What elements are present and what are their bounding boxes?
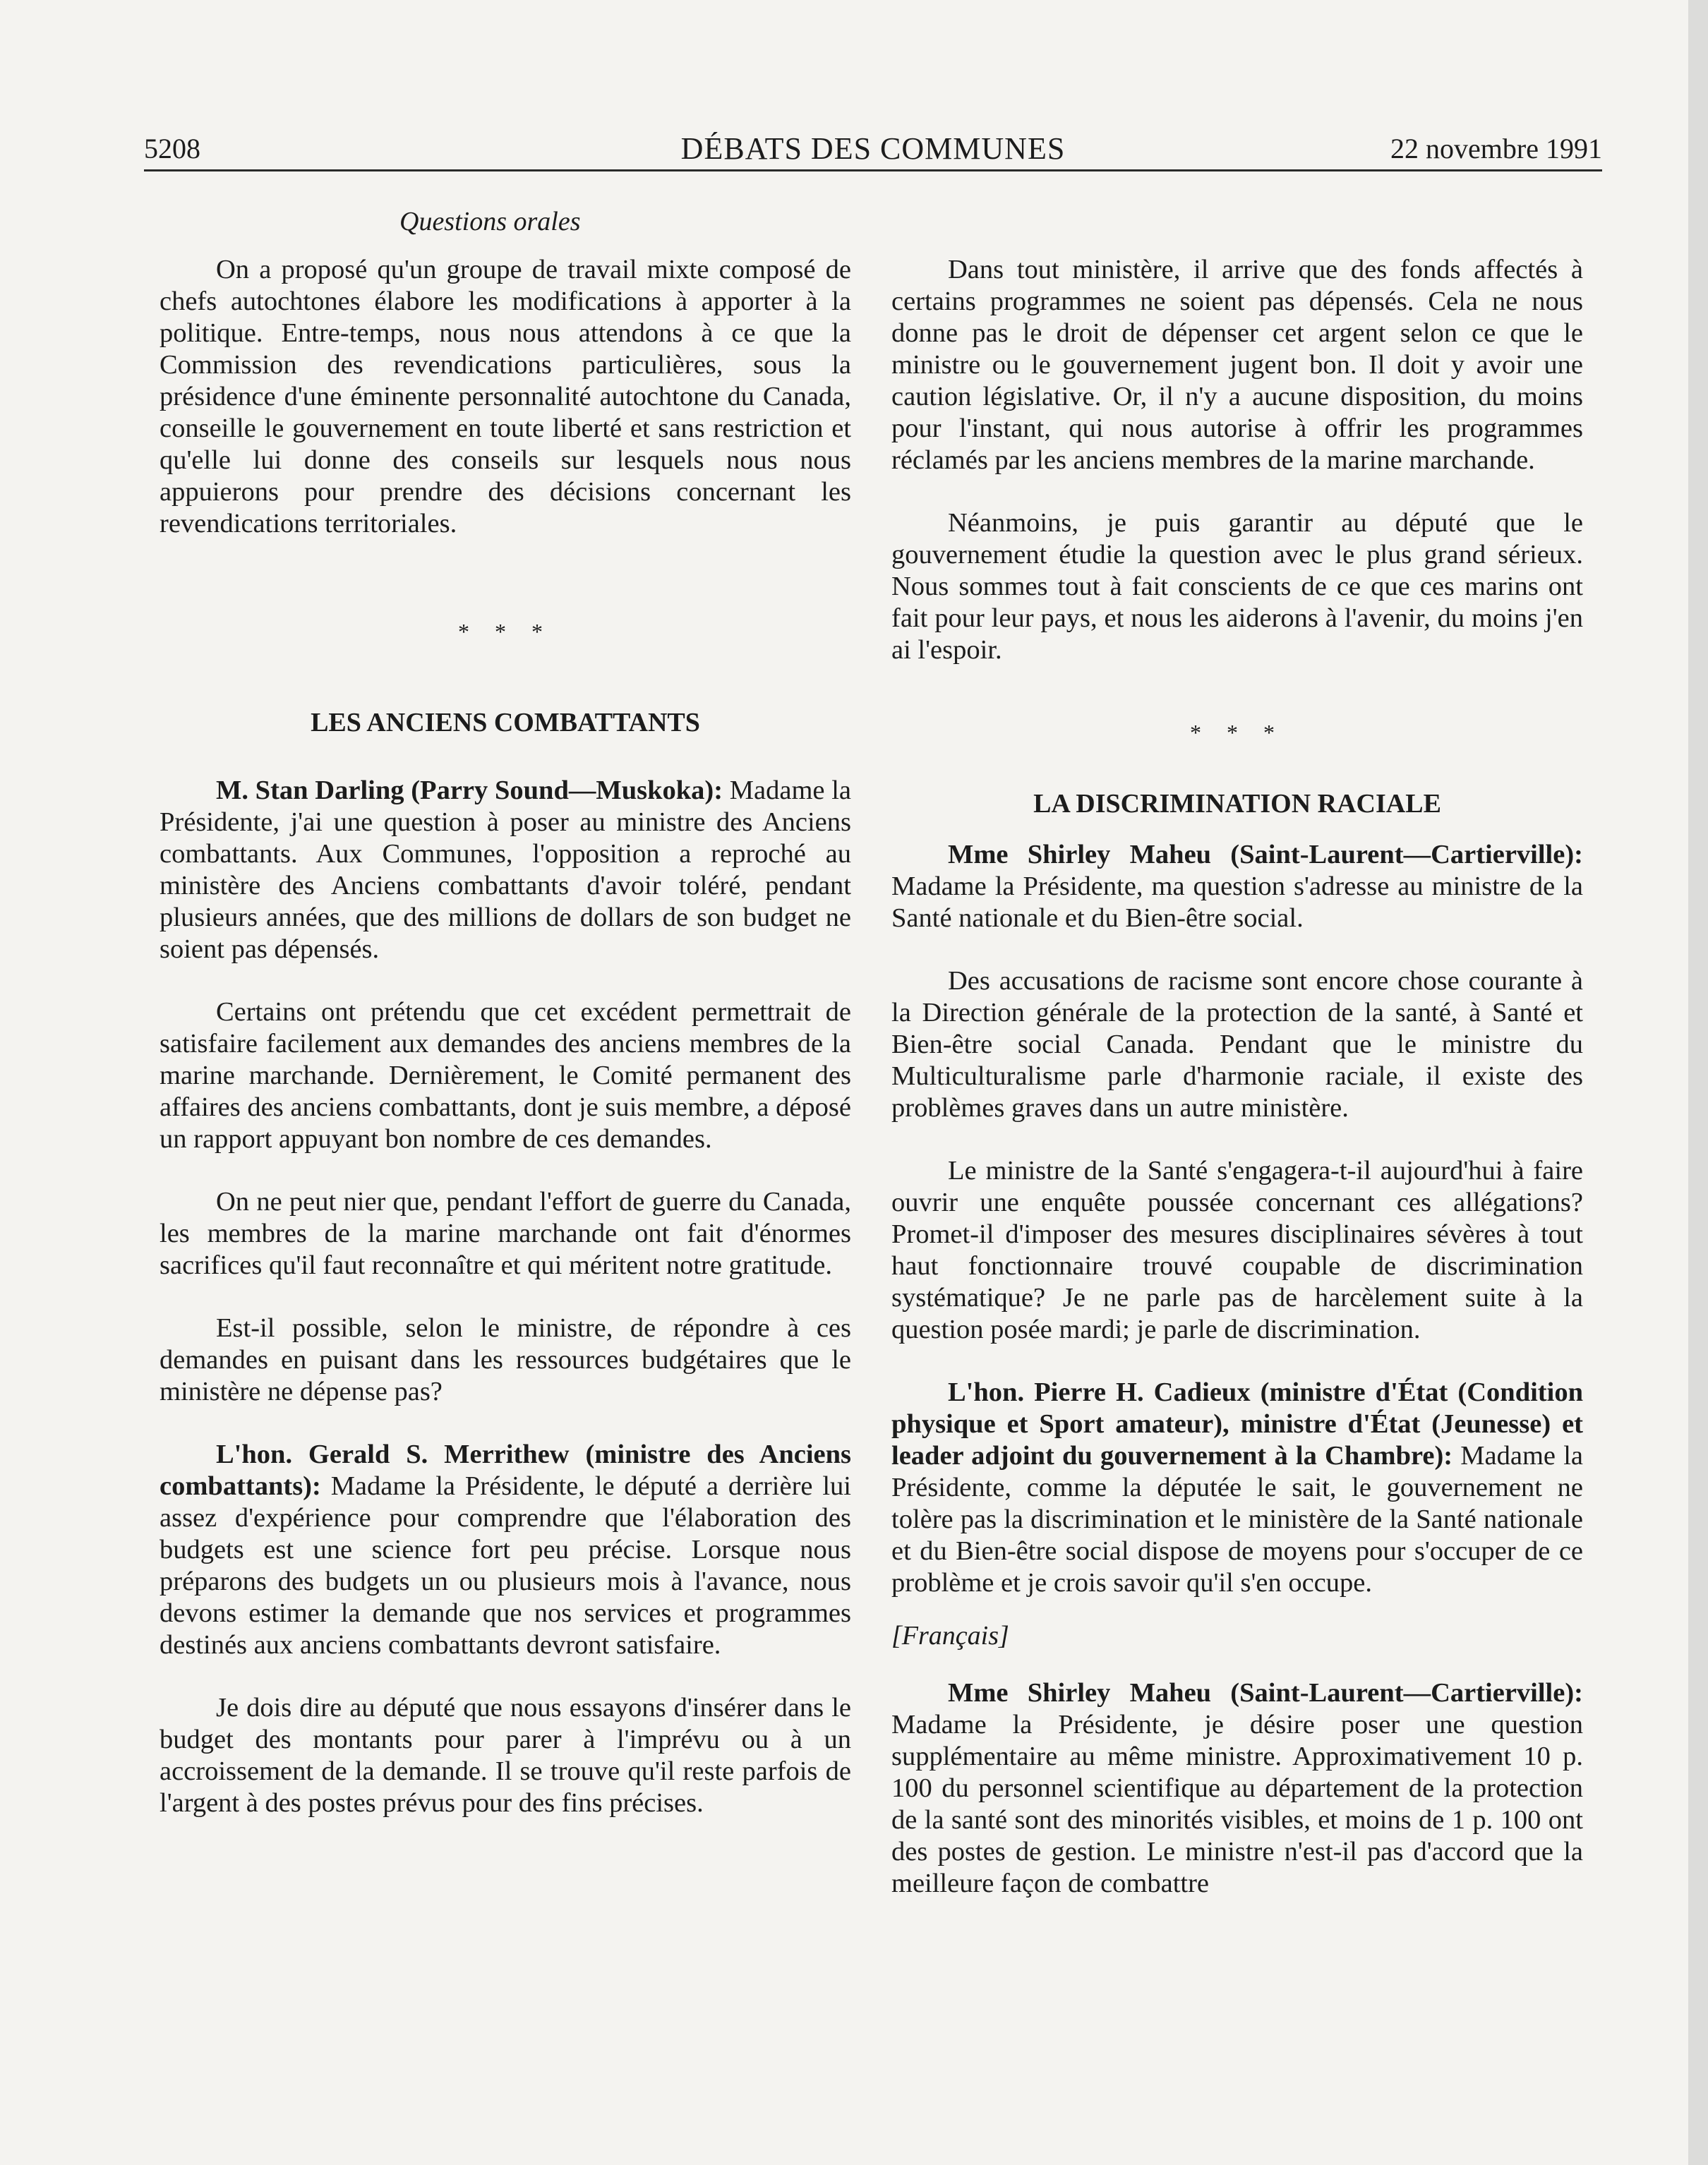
page-date: 22 novembre 1991 <box>1390 133 1602 164</box>
paragraph <box>160 775 851 965</box>
publication-title: DÉBATS DES COMMUNES <box>680 131 1066 166</box>
page-edge <box>1688 0 1708 2165</box>
section-heading: LA DISCRIMINATION RACIALE <box>1033 789 1441 819</box>
left-column <box>160 254 851 1819</box>
page-number: 5208 <box>144 133 200 164</box>
paragraph: Je dois dire au député que nous essayons d'insérer dans le budget des montants pour parer à l'imprévu ou à un accroissement de la demande. Il se trouve qu'il reste parfois de l'argent à des postes prévus pour des fins précises. <box>160 1693 851 1818</box>
section-separator: * * * <box>458 619 553 644</box>
paragraph: Certains ont prétendu que cet excédent permettrait de satisfaire facilement aux demandes des anciens membres de la marine marchande. Dernièrement, le Comité permanent des affaires des anciens combattants, dont je suis membre, a déposé un rapport appuyant bon nombre de ces demandes. <box>160 997 851 1154</box>
paragraph <box>891 839 1583 934</box>
paragraph: On ne peut nier que, pendant l'effort de guerre du Canada, les membres de la marine marchande ont fait d'énormes sacrifices qu'il faut reconnaître et qui méritent notre gratitude. <box>160 1187 851 1280</box>
speech-text: Madame la Présidente, j'ai une question à poser au ministre des Anciens combattants. Aux Communes, l'opposition a reproché au ministère des Anciens combattants d'avoir toléré, pendant plusieurs années, que des millions de dollars de son budget ne soient pas dépensés. <box>160 776 851 964</box>
speaker-name: L'hon. Pierre H. Cadieux (ministre d'État (Condition physique et Sport amateur), ministre d'État (Jeunesse) et leader adjoint du gouvernement à la Chambre): <box>891 1377 1583 1471</box>
speaker-name: Mme Shirley Maheu (Saint-Laurent—Cartierville): <box>948 1678 1583 1708</box>
paragraph: Est-il possible, selon le ministre, de répondre à ces demandes en puisant dans les ressources budgétaires que le ministère ne dépense pas? <box>160 1313 851 1406</box>
section-label: Questions orales <box>399 207 581 236</box>
section-heading: LES ANCIENS COMBATTANTS <box>311 708 700 737</box>
speech-text: Madame la Présidente, je désire poser une question supplémentaire au même ministre. Approximativement 10 p. 100 du personnel scientifique au département de la protection de la santé sont des minorités visibles, et moins de 1 p. 100 ont des postes de gestion. Le ministre n'est-il pas d'accord que la meilleure façon de combattre <box>891 1710 1583 1898</box>
speaker-name: Mme Shirley Maheu (Saint-Laurent—Cartierville): <box>948 840 1583 869</box>
speech-text: Madame la Présidente, comme la députée le sait, le gouvernement ne tolère pas la discrimination et le ministère de la Santé nationale et du Bien-être social dispose de moyens pour s'occuper de ce problème et je crois savoir qu'il s'en occupe. <box>891 1441 1583 1598</box>
paragraph <box>891 1677 1583 1900</box>
paragraph: Dans tout ministère, il arrive que des fonds affectés à certains programmes ne soient pas dépensés. Cela ne nous donne pas le droit de dépenser cet argent selon ce que le ministre ou le gouvernement jugent bon. Il doit y avoir une caution législative. Or, il n'y a aucune disposition, du moins pour l'instant, qui nous autorise à offrir les programmes réclamés par les anciens membres de la marine marchande. <box>891 255 1583 475</box>
right-column <box>891 254 1583 1900</box>
paragraph: Néanmoins, je puis garantir au député que le gouvernement étudie la question avec le plus grand sérieux. Nous sommes tout à fait conscients de ce que ces marins ont fait pour leur pays, et nous les aiderons à l'avenir, du moins j'en ai l'espoir. <box>891 508 1583 665</box>
paragraph: Le ministre de la Santé s'engagera-t-il aujourd'hui à faire ouvrir une enquête poussée concernant ces allégations? Promet-il d'imposer des mesures disciplinaires sévères à tout haut fonctionnaire trouvé coupable de discrimination systématique? Je ne parle pas de harcèlement suite à la question posée mardi; je parle de discrimination. <box>891 1156 1583 1344</box>
page-header <box>144 131 1602 167</box>
paragraph: On a proposé qu'un groupe de travail mixte composé de chefs autochtones élabore les modifications à apporter à la politique. Entre-temps, nous nous attendons à ce que la Commission des revendications particulières, sous la présidence d'une éminente personnalité autochtone du Canada, conseille le gouvernement en toute liberté et sans restriction et qu'elle lui donne des conseils sur lesquels nous nous appuierons pour prendre des décisions concernant les revendications territoriales. <box>160 255 851 538</box>
speech-text: Madame la Présidente, le député a derrière lui assez d'expérience pour comprendre que l'élaboration des budgets est une science fort peu précise. Lorsque nous préparons des budgets un ou plusieurs mois à l'avance, nous devons estimer la demande que nos services et programmes destinés aux anciens combattants devront satisfaire. <box>160 1471 851 1660</box>
language-marker: [Français] <box>891 1621 1009 1651</box>
speaker-name: M. Stan Darling (Parry Sound—Muskoka): <box>216 776 723 805</box>
section-separator: * * * <box>1190 720 1285 745</box>
paragraph <box>160 1439 851 1661</box>
speaker-name: L'hon. Gerald S. Merrithew (ministre des Anciens combattants): <box>160 1440 851 1501</box>
header-rule <box>144 169 1602 171</box>
paragraph <box>891 1377 1583 1599</box>
paragraph: Des accusations de racisme sont encore chose courante à la Direction générale de la protection de la santé, à Santé et Bien-être social Canada. Pendant que le ministre du Multiculturalisme parle d'harmonie raciale, il existe des problèmes graves dans un autre ministère. <box>891 966 1583 1123</box>
speech-text: Madame la Présidente, ma question s'adresse au ministre de la Santé nationale et du Bien-être social. <box>891 872 1583 933</box>
